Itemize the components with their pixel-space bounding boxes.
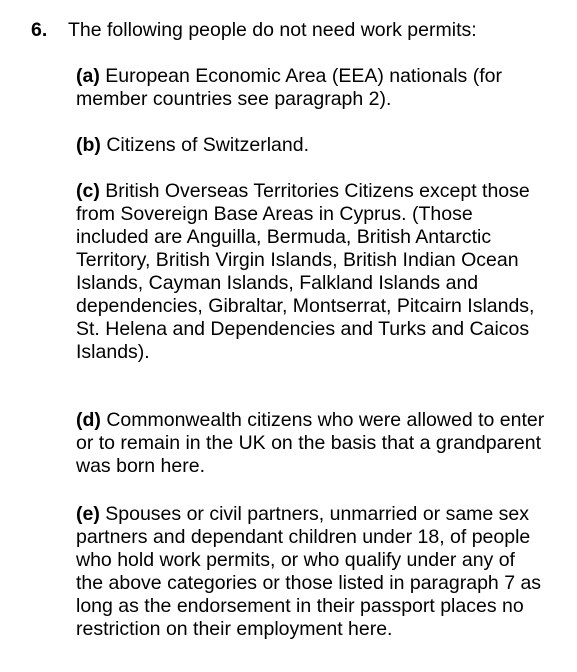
- item-text: British Overseas Territories Citizens except those from Sovereign Base Areas in Cyprus. (Those included are Anguilla, Bermuda, British Antarctic Territory, British Virgin Islands, British Indian Ocean Islands, Cayman Islands, Falkland Islands and dependencies, Gibraltar, Montserrat, Pitcairn Islands, St. Helena and Dependencies and Turks and Caicos Islands).: [76, 180, 535, 363]
- paragraph-intro: The following people do not need work permits:: [68, 19, 477, 41]
- item-letter: (c): [76, 180, 100, 202]
- item-letter: (e): [76, 503, 100, 525]
- list-item-e: [76, 503, 546, 641]
- paragraph-number: 6.: [31, 19, 48, 41]
- list-item-b: [76, 134, 546, 157]
- list-item-c: [76, 180, 546, 364]
- item-text: Spouses or civil partners, unmarried or same sex partners and dependant children under 18, of people who hold work permits, or who qualify under any of the above categories or those listed in paragraph 7 as long as the endorsement in their passport places no restriction on their employment here.: [76, 503, 542, 640]
- item-text: Citizens of Switzerland.: [106, 134, 309, 156]
- list-item-d: [76, 409, 546, 478]
- item-text: European Economic Area (EEA) nationals (for member countries see paragraph 2).: [76, 65, 502, 110]
- list-item-a: [76, 65, 546, 111]
- item-letter: (a): [76, 65, 100, 87]
- item-letter: (b): [76, 134, 101, 156]
- item-letter: (d): [76, 409, 101, 431]
- item-text: Commonwealth citizens who were allowed to enter or to remain in the UK on the basis that a grandparent was born here.: [76, 409, 545, 477]
